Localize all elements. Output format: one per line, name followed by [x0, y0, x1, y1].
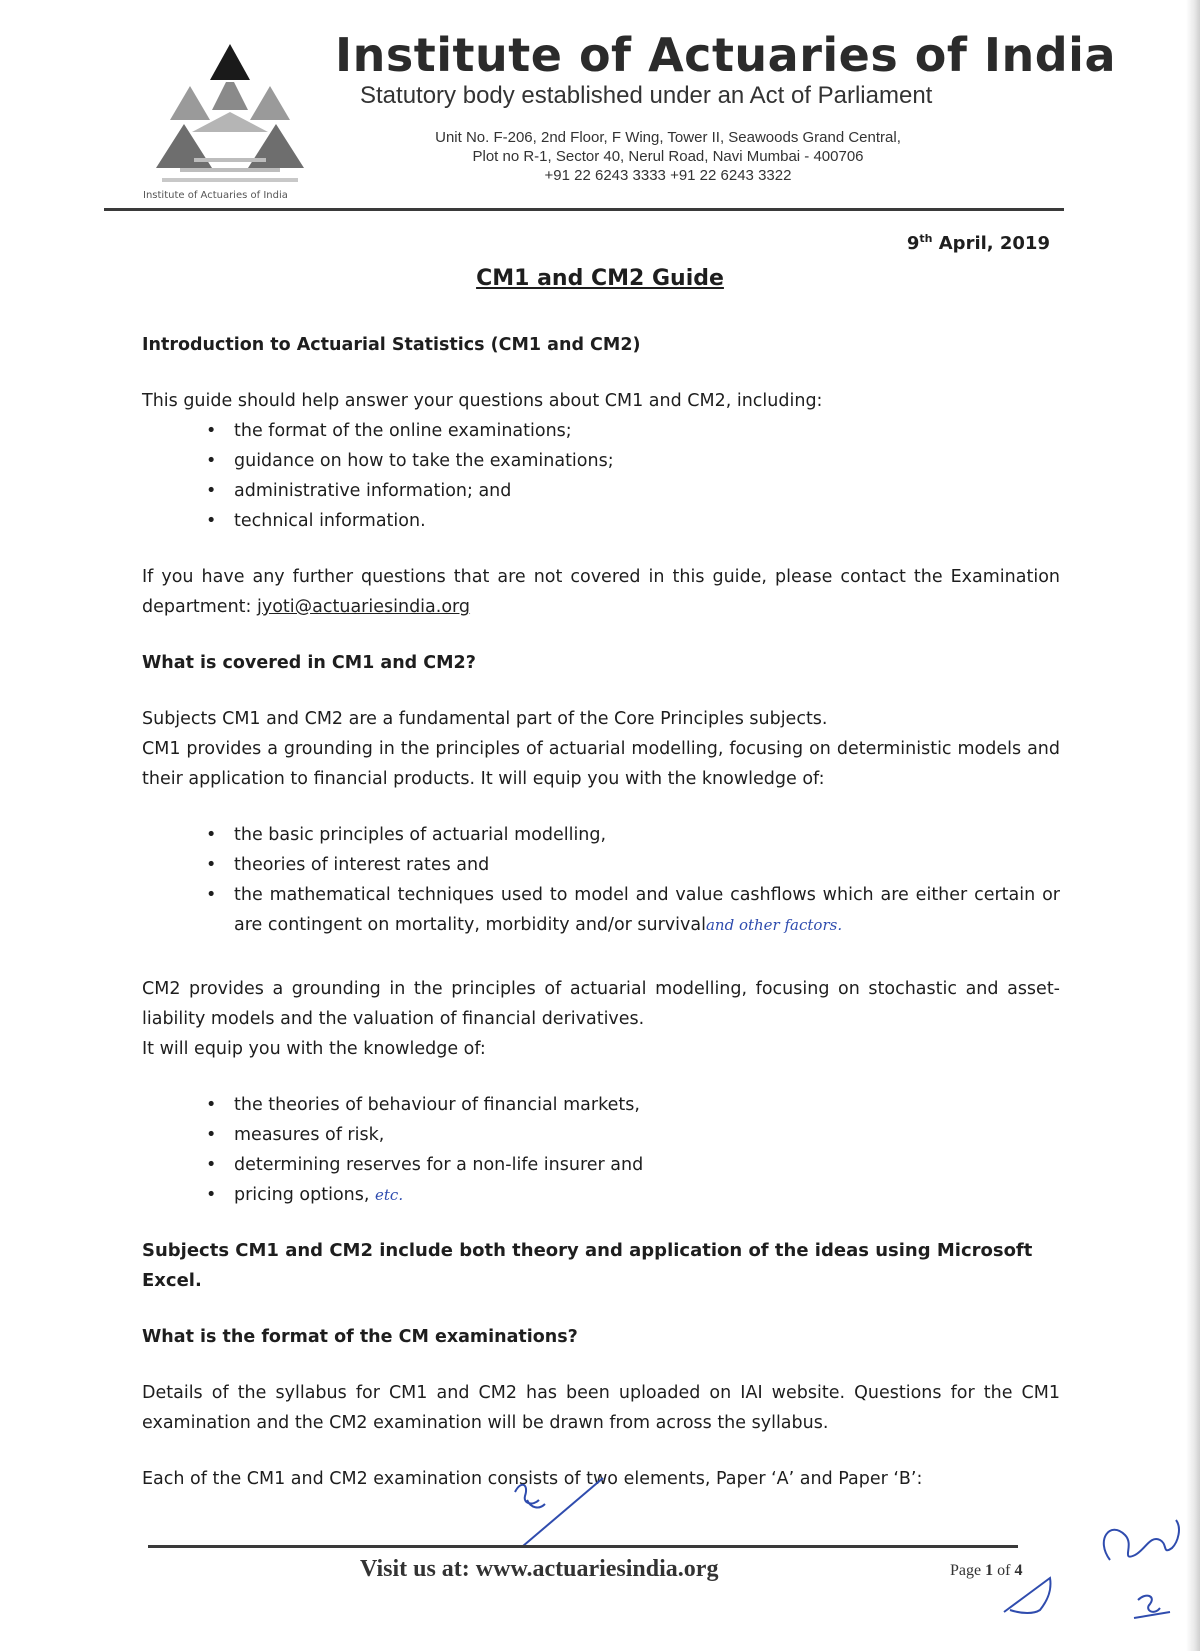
cm2-paragraph: CM2 provides a grounding in the principles of actuarial modelling, focusing on stochastic and asset-liability models and the valuation of financial derivatives.	[142, 979, 1060, 1029]
logo-caption: Institute of Actuaries of India	[143, 190, 288, 201]
document-body	[142, 330, 1060, 1494]
address-line: Unit No. F-206, 2nd Floor, F Wing, Tower II, Seawoods Grand Central,	[435, 129, 901, 146]
cm2-bullet-list	[142, 1090, 1060, 1210]
footer-divider	[148, 1545, 1018, 1548]
page-number: Page 1 of 4	[950, 1562, 1023, 1579]
format-elements-paragraph: Each of the CM1 and CM2 examination consists of two elements, Paper ‘A’ and Paper ‘B’:	[142, 1469, 923, 1489]
institute-logo	[140, 40, 320, 210]
intro-lead: This guide should help answer your questions about CM1 and CM2, including:	[142, 391, 823, 411]
organization-name: Institute of Actuaries of India	[335, 28, 1116, 82]
organization-address	[368, 128, 968, 185]
address-line: Plot no R-1, Sector 40, Nerul Road, Navi Mumbai - 400706	[472, 148, 864, 165]
excel-note: Subjects CM1 and CM2 include both theory and application of the ideas using Microsoft Excel.	[142, 1240, 1033, 1291]
cm1-paragraph: CM1 provides a grounding in the principles of actuarial modelling, focusing on deterministic models and their application to financial products. It will equip you with the knowledge of:	[142, 739, 1060, 789]
list-item: • pricing options, etc.	[234, 1180, 1060, 1210]
list-item: • guidance on how to take the examinations;	[234, 446, 1060, 476]
list-item: • administrative information; and	[234, 476, 1060, 506]
list-item: • measures of risk,	[234, 1120, 1060, 1150]
margin-signature	[1090, 1500, 1190, 1630]
scan-edge	[1186, 0, 1200, 1651]
list-item: • the format of the online examinations;	[234, 416, 1060, 446]
handwritten-note: and other factors.	[705, 916, 843, 934]
cm2-lead: It will equip you with the knowledge of:	[142, 1039, 486, 1059]
list-item: • the basic principles of actuarial modelling,	[234, 820, 1060, 850]
footer-signature-mark	[1000, 1570, 1070, 1620]
document-title: CM1 and CM2 Guide	[476, 266, 724, 291]
handwritten-note: etc.	[375, 1186, 404, 1204]
initials-signature	[505, 1470, 615, 1550]
cm1-bullet-list	[142, 820, 1060, 940]
list-item: • the mathematical techniques used to model and value cashflows which are either certain or are contingent on mortality, morbidity and/or survivaland other factors.	[234, 880, 1060, 940]
section-heading-format: What is the format of the CM examinations?	[142, 1327, 578, 1347]
contact-paragraph: If you have any further questions that are not covered in this guide, please contact the Examination department: jyoti@actuariesindia.org	[142, 567, 1060, 617]
list-item: • technical information.	[234, 506, 1060, 536]
covered-paragraph: Subjects CM1 and CM2 are a fundamental part of the Core Principles subjects.	[142, 709, 828, 729]
section-heading-intro: Introduction to Actuarial Statistics (CM1 and CM2)	[142, 335, 641, 355]
intro-bullet-list	[142, 416, 1060, 536]
list-item: • determining reserves for a non-life insurer and	[234, 1150, 1060, 1180]
header-divider	[104, 208, 1064, 211]
organization-tagline: Statutory body established under an Act of Parliament	[360, 82, 933, 109]
document-date: 9th April, 2019	[906, 232, 1050, 254]
contact-email-link[interactable]: jyoti@actuariesindia.org	[257, 597, 471, 617]
footer-website[interactable]: Visit us at: www.actuariesindia.org	[360, 1556, 719, 1582]
list-item: • theories of interest rates and	[234, 850, 1060, 880]
phone-numbers: +91 22 6243 3333 +91 22 6243 3322	[544, 167, 792, 184]
section-heading-covered: What is covered in CM1 and CM2?	[142, 653, 476, 673]
format-paragraph: Details of the syllabus for CM1 and CM2 has been uploaded on IAI website. Questions for the CM1 examination and the CM2 examination will be drawn from across the syllabus.	[142, 1383, 1060, 1433]
list-item: • the theories of behaviour of financial markets,	[234, 1090, 1060, 1120]
